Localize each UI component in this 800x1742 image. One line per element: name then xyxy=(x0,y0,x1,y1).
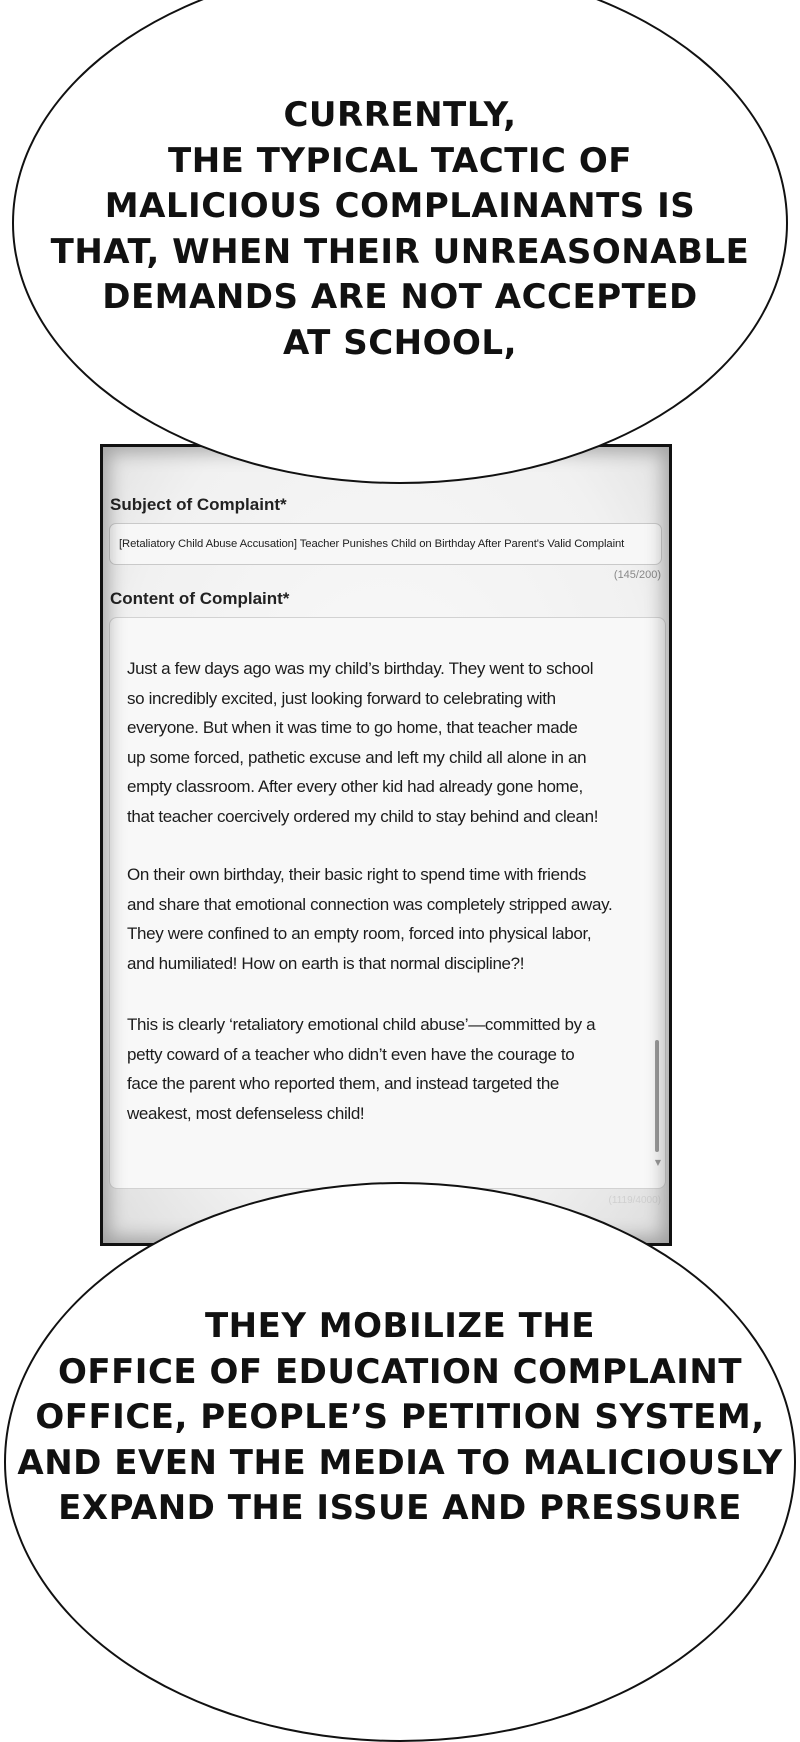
content-line: everyone. But when it was time to go home, that teacher made xyxy=(127,718,578,737)
speech-bubble-bottom xyxy=(4,1182,796,1742)
speech-line: OFFICE OF EDUCATION COMPLAINT xyxy=(57,1351,743,1392)
speech-line: OFFICE, PEOPLE’S PETITION SYSTEM, xyxy=(35,1397,765,1437)
subject-label: Subject of Complaint* xyxy=(110,495,287,514)
content-line: and humiliated! How on earth is that normal discipline?! xyxy=(127,953,525,973)
content-paragraph xyxy=(127,654,672,831)
content-label: Content of Complaint* xyxy=(110,589,290,608)
speech-line: AT SCHOOL, xyxy=(283,322,517,363)
speech-line: EXPAND THE ISSUE AND PRESSURE xyxy=(58,1488,742,1528)
content-line: They were confined to an empty room, forced into physical labor, xyxy=(127,924,592,943)
speech-line: THAT, WHEN THEIR UNREASONABLE xyxy=(50,231,750,272)
content-line: face the parent who reported them, and instead targeted the xyxy=(127,1074,560,1093)
content-line: empty classroom. After every other kid had already gone home, xyxy=(127,777,583,796)
content-line: that teacher coercively ordered my child to stay behind and clean! xyxy=(127,806,599,826)
content-paragraph xyxy=(127,860,672,978)
content-textarea[interactable] xyxy=(109,617,666,1189)
content-paragraph xyxy=(127,1010,672,1128)
speech-bubble-top xyxy=(12,0,788,484)
content-line: petty coward of a teacher who didn’t even have the courage to xyxy=(127,1044,575,1064)
speech-bubble-top-text xyxy=(14,93,786,366)
speech-line: CURRENTLY, xyxy=(283,95,517,135)
speech-bubble-bottom-text xyxy=(6,1304,794,1532)
speech-line: MALICIOUS COMPLAINANTS IS xyxy=(104,186,696,226)
speech-line: THE TYPICAL TACTIC OF xyxy=(168,140,632,181)
chevron-down-icon[interactable]: ▼ xyxy=(654,1158,661,1167)
speech-line: THEY MOBILIZE THE xyxy=(204,1306,596,1346)
content-line: so incredibly excited, just looking forward to celebrating with xyxy=(127,688,556,708)
complaint-form-panel xyxy=(100,444,672,1246)
content-line: up some forced, pathetic excuse and left my child all alone in an xyxy=(127,747,587,767)
content-line: and share that emotional connection was completely stripped away. xyxy=(127,894,613,914)
subject-input[interactable]: [Retaliatory Child Abuse Accusation] Teacher Punishes Child on Birthday After Parent's Valid Complaint xyxy=(109,523,662,565)
content-line: On their own birthday, their basic right to spend time with friends xyxy=(127,865,587,884)
content-char-counter: (1119/4000) xyxy=(608,1195,661,1206)
speech-line: AND EVEN THE MEDIA TO MALICIOUSLY xyxy=(17,1442,783,1483)
speech-line: DEMANDS ARE NOT ACCEPTED xyxy=(102,277,698,317)
content-line: Just a few days ago was my child’s birthday. They went to school xyxy=(127,659,594,678)
content-scrollbar[interactable] xyxy=(655,1040,659,1152)
subject-char-counter: (145/200) xyxy=(613,569,661,581)
content-line: This is clearly ‘retaliatory emotional child abuse’—committed by a xyxy=(127,1015,596,1034)
content-line: weakest, most defenseless child! xyxy=(127,1103,365,1123)
